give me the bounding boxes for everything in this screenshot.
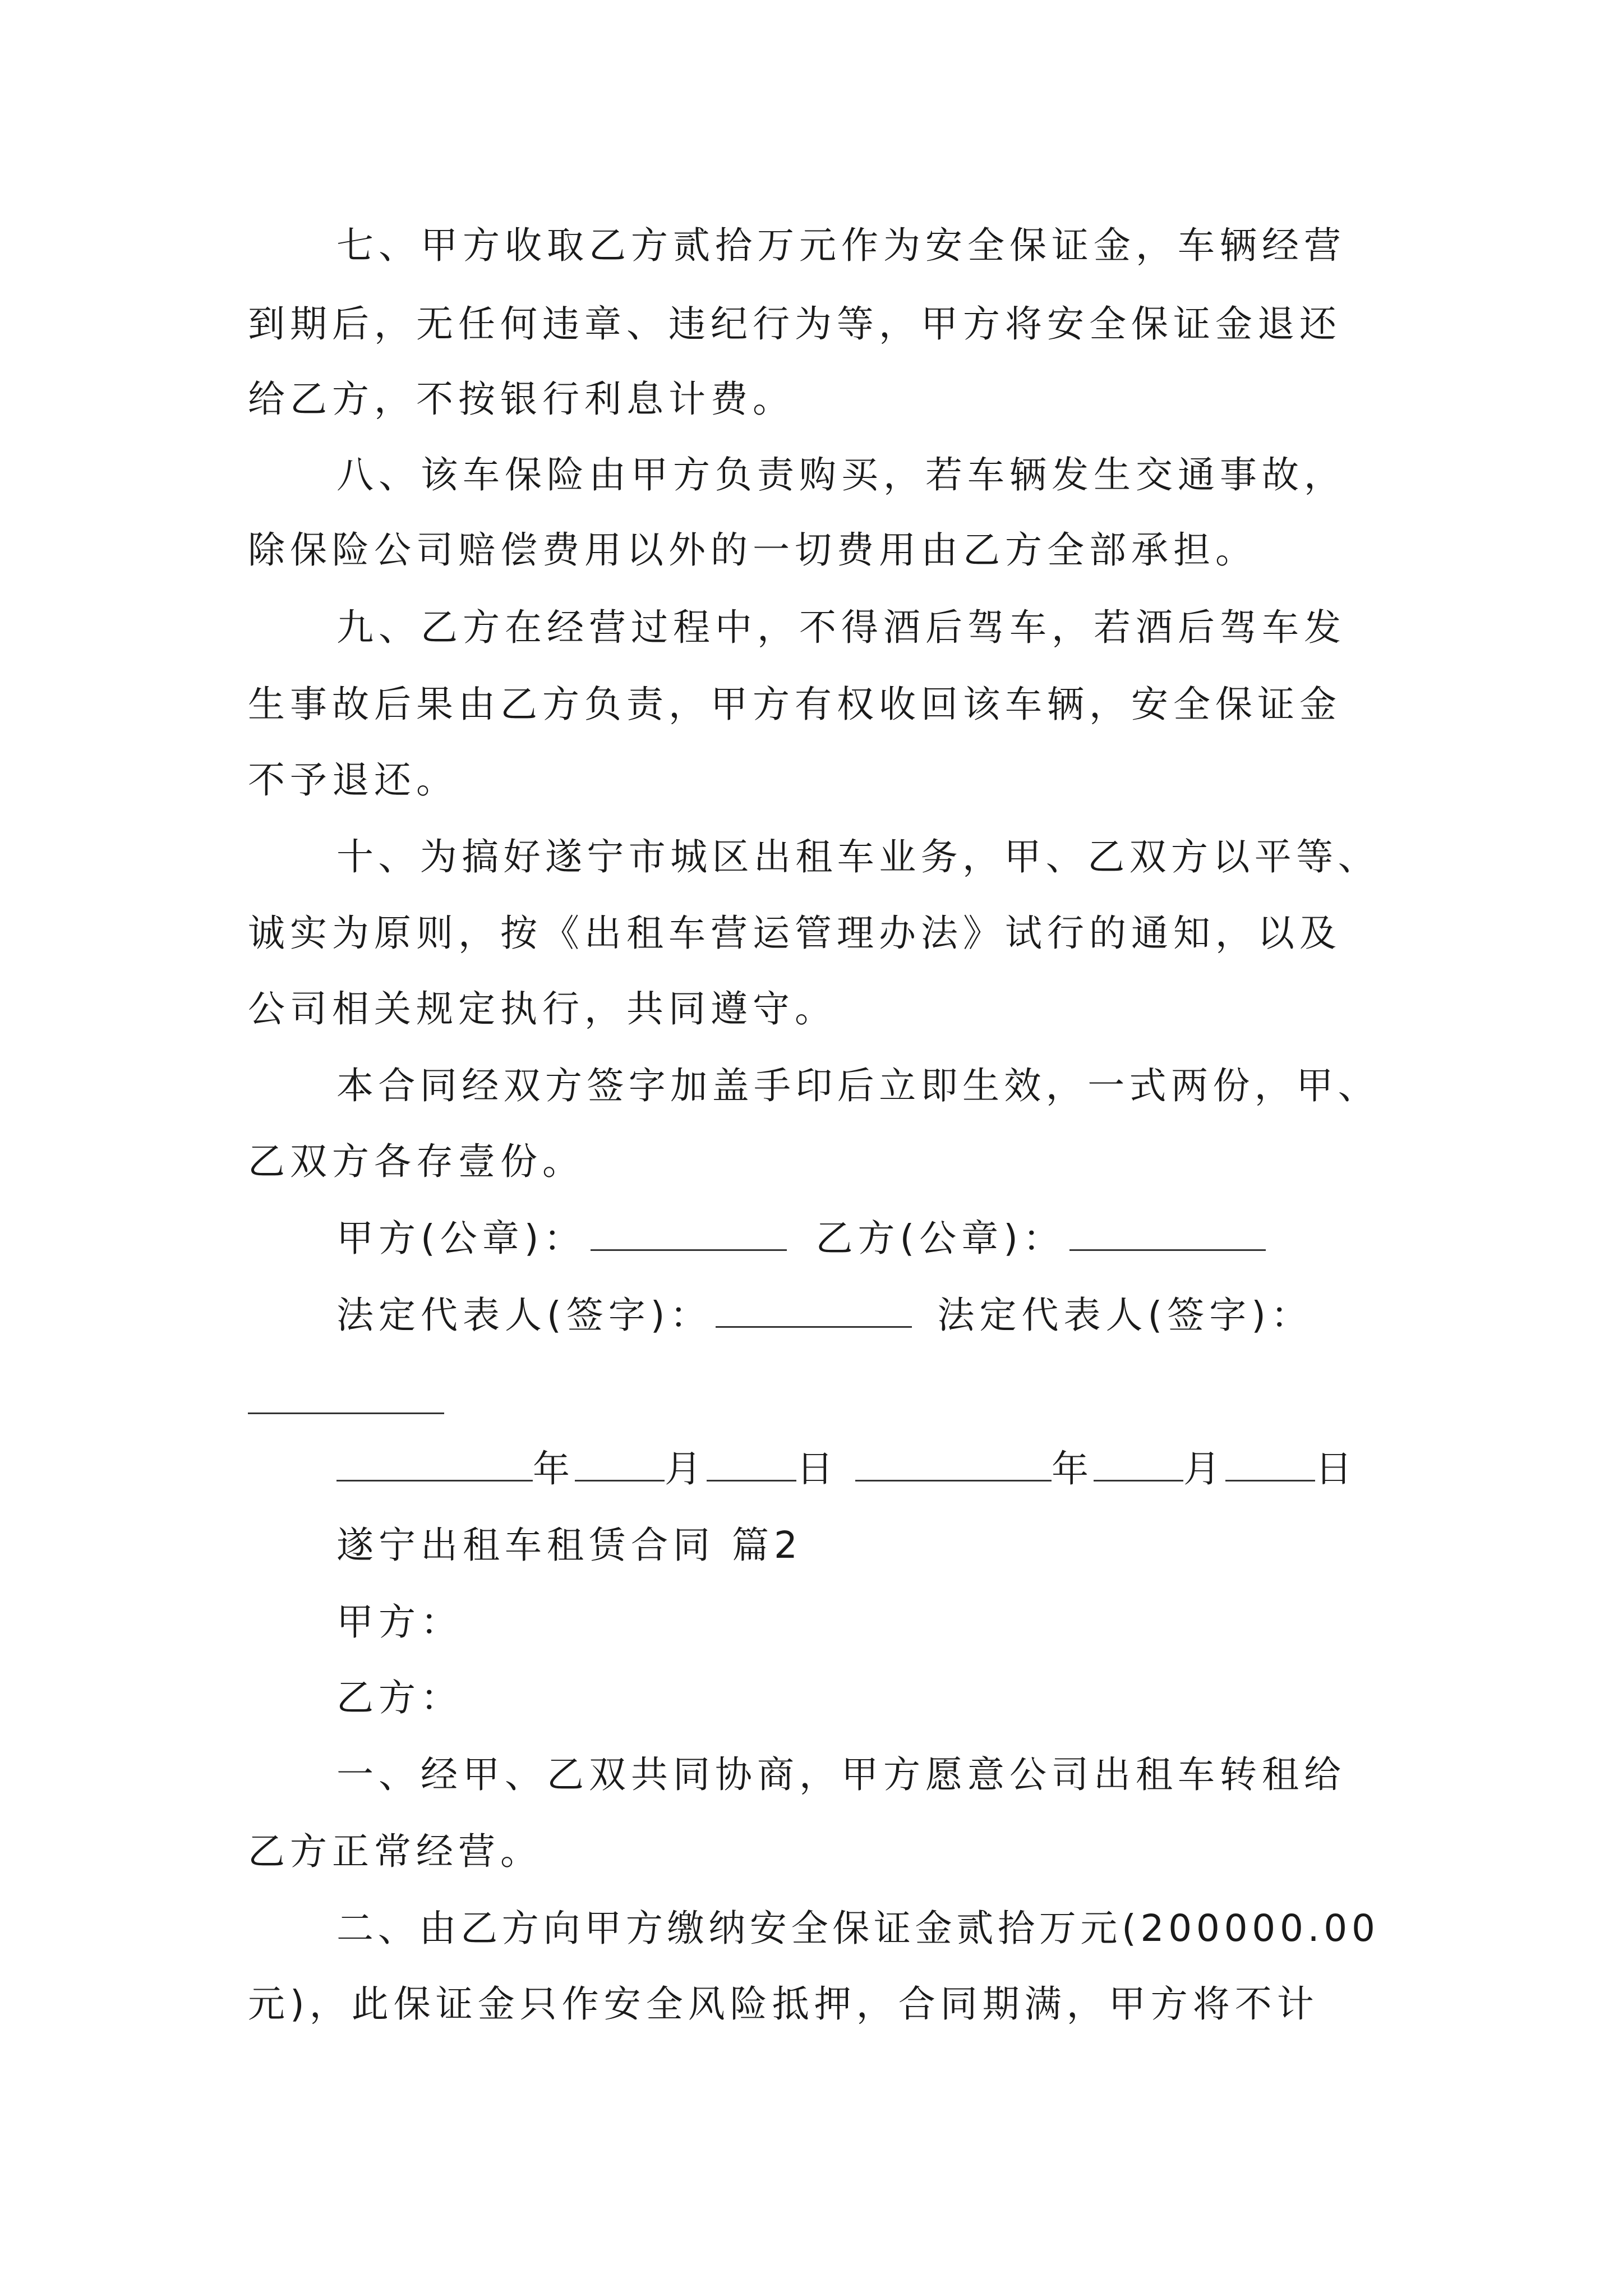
party-a-seal-label: 甲方(公章)： [336, 1217, 586, 1260]
clause-10-line-2: 诚实为原则，按《出租车营运管理办法》试行的通知，以及 [248, 912, 1341, 955]
contract-2-clause-1-line-2: 乙方正常经营。 [248, 1830, 542, 1873]
contract-2-clause-2-line-2: 元)，此保证金只作安全风险抵押，合同期满，甲方将不计 [248, 1982, 1319, 2026]
clause-9-line-1: 九、乙方在经营过程中，不得酒后驾车，若酒后驾车发 [336, 606, 1346, 649]
clause-8-line-2: 除保险公司赔偿费用以外的一切费用由乙方全部承担。 [248, 528, 1257, 572]
effective-line-1: 本合同经双方签字加盖手印后立即生效，一式两份，甲、 [336, 1064, 1380, 1107]
clause-7-line-1: 七、甲方收取乙方贰拾万元作为安全保证金，车辆经营 [336, 224, 1346, 267]
contract-2-party-b: 乙方： [336, 1676, 463, 1719]
contract-2-clause-1-line-1: 一、经甲、乙双共同协商，甲方愿意公司出租车转租给 [336, 1753, 1346, 1796]
year-blank-b [855, 1446, 1052, 1481]
contract-2-title: 遂宁出租车租赁合同 篇2 [336, 1524, 803, 1567]
party-b-seal-label: 乙方(公章)： [815, 1217, 1065, 1260]
clause-8-line-1: 八、该车保险由甲方负责购买，若车辆发生交通事故， [336, 453, 1346, 496]
contract-2-party-a: 甲方： [336, 1600, 463, 1644]
party-b-seal-blank [1069, 1216, 1266, 1251]
contract-2-clause-2-line-1: 二、由乙方向甲方缴纳安全保证金贰拾万元(200000.00 [336, 1907, 1380, 1950]
clause-7-line-2: 到期后，无任何违章、违纪行为等，甲方将安全保证金退还 [248, 302, 1341, 346]
legal-rep-a-blank [716, 1292, 912, 1328]
year-blank-a [336, 1446, 533, 1481]
effective-line-2: 乙双方各存壹份。 [248, 1140, 584, 1183]
party-a-seal-blank [591, 1216, 787, 1251]
clause-10-line-3: 公司相关规定执行，共同遵守。 [248, 987, 837, 1030]
day-blank-a [707, 1446, 796, 1481]
legal-rep-b-blank [248, 1412, 444, 1414]
day-label-a: 日 [796, 1447, 838, 1490]
month-blank-a [575, 1446, 665, 1481]
month-blank-b [1094, 1446, 1183, 1481]
clause-10-line-1: 十、为搞好遂宁市城区出租车业务，甲、乙双方以平等、 [336, 835, 1380, 878]
day-blank-b [1225, 1446, 1315, 1481]
clause-7-line-3: 给乙方，不按银行利息计费。 [248, 378, 795, 421]
legal-rep-b-label: 法定代表人(签字)： [937, 1294, 1313, 1337]
seal-line [336, 1216, 1266, 1260]
legal-rep-line [336, 1292, 1313, 1337]
date-line [336, 1446, 1357, 1491]
day-label-b: 日 [1315, 1447, 1357, 1490]
year-label-a: 年 [533, 1447, 575, 1490]
clause-9-line-3: 不予退还。 [248, 758, 458, 802]
clause-9-line-2: 生事故后果由乙方负责，甲方有权收回该车辆，安全保证金 [248, 683, 1341, 726]
legal-rep-a-label: 法定代表人(签字)： [336, 1294, 712, 1337]
year-label-b: 年 [1052, 1447, 1094, 1490]
month-label-a: 月 [665, 1447, 707, 1490]
month-label-b: 月 [1183, 1447, 1225, 1490]
